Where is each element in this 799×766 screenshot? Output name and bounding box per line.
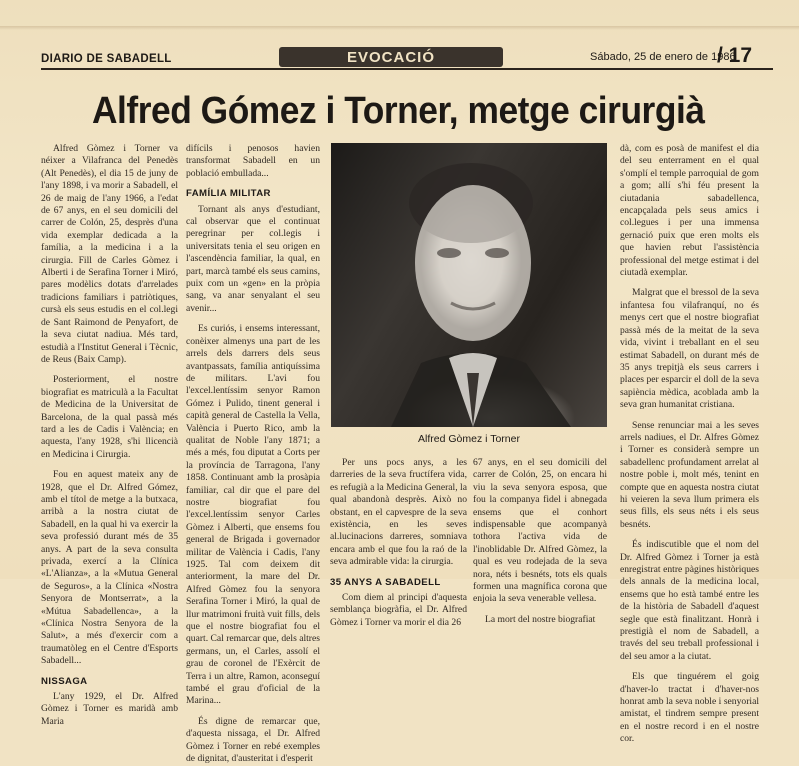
masthead-rule [41, 68, 773, 70]
paragraph: Tornant als anys d'estudiant, cal observar que el continuat peregrinar per col.legis i universitats tenia el seu origen en l'ascendència familiar, la qual, en part, marcà també els seus camins, puix com un «gen» en la pròpia sang, va anar senyalant el seu avenir... [186, 203, 320, 314]
article-headline: Alfred Gómez i Torner, metge cirurgià [92, 90, 705, 132]
section-banner [279, 47, 503, 67]
paragraph: Alfred Gòmez i Torner va néixer a Vilafranca del Penedès (Alt Penedès), el dia 15 de juny de l'any 1898, i va morir a Sabadell, el 26 de maig de l'any 1966, a l'edat de 67 anys, en el seu domicili del carrer de Colón, 25, desprès d'una vida exemplar dedicada a la família, a la medicina i a la cirurgia. Fill de Carles Gòmez i Alberti i de Serafina Torner i Miró, pares modèlics dotats d'arrelades tradicions familiars i patriòtiques, cursà els seus estudis en el col.legi de Sant Raimond de Penyafort, de la seva ciutat nadiua. Més tard, estudià a l'Institut General i Tècnic, de Reus (Baix Camp). [41, 143, 178, 365]
paragraph: La mort del nostre biografiat [485, 613, 596, 625]
paragraph: L'any 1929, el Dr. Alfred Gòmez i Torner es maridà amb Maria [41, 691, 178, 727]
paragraph: És indiscutible que el nom del Dr. Alfred Gòmez i Torner ja està enregistrat entre pàgines històriques dels annals de la medicina local, ensems que ho està també entre les de la història de Sabadell d'aquest segle que està finalitzant. Honrà i prestigià el nom de Sabadell, a través del seu treball professional i del seu amor a la ciutat. [620, 539, 759, 662]
portrait-figure [331, 143, 607, 427]
paragraph: És digne de remarcar que, d'aquesta nissaga, el Dr. Alfred Gòmez i Torner en rebé exemples de dignitat, d'austeritat i d'esperit [186, 715, 320, 765]
paragraph: dà, com es posà de manifest el dia del seu enterrament en el qual s'omplí el temple parroquial de gom a gom; allí s'hi féu present la ciutadania sabadellenca, encapçalada pels seus amics i col.legues i per una immensa gernació puix que eren molts els que havien rebut l'assistència professional del metge estimat i del ciutadà exemplar. [620, 143, 759, 279]
paragraph: Malgrat que el bressol de la seva infantesa fou vilafranquí, no és menys cert que el nostre biografiat passà més de la meitat de la seva vida, vivint i treballant en el seu estimat Sabadell, on durant més de 35 anys trepitjà els seus carrers i places per esparcir el doll de la seva sapiència mèdica, acoblada amb la seva gran humanitat cristiana. [620, 287, 759, 411]
article-column-2 [186, 143, 320, 765]
paragraph: difícils i penosos havien transformat Sabadell en un població embullada... [186, 143, 320, 179]
paragraph: Es curiós, i ensems interessant, conèixer almenys una part de les arrels dels darrers dels seus avantpassats, família antiquíssima de militars. L'avi fou l'excel.lentíssim senyor Ramon Gómez i Pulido, tinent general i capità general de Castella la Vella, València i Puerto Rico, amb la qualitat de Noble l'any 1871; a més a més, fou diputat a Corts per la província de Tarragona, l'any 1858. Continuant amb la prosàpia familiar, cal dir que el pare del nostre biografiat fou l'excel.lentíssim senyor Carles Gòmez i Alberti, que ensems fou general de Brigada i governador militar de València i Cadis, l'any 1925. Tal com deixem dit anteriorment, la mare del Dr. Alfred Gòmez fou la senyora Serafina Torner i Miró, la qual de llur matrimoni fruità vuit fills, dels que el nostre biografiat fou el quart. Cal remarcar que, dels altres germans, un, el Carles, assolí el grau de coronel de l'Exèrcit de Terra i un altre, Ramon, aconseguí també el grau d'oficial de la Marina... [186, 323, 320, 707]
subhead-35-anys: 35 ANYS A SABADELL [330, 576, 441, 588]
article-column-4 [473, 457, 607, 625]
paragraph: Posteriorment, el nostre biografiat es matriculà a la Facultat de Medicina de la Universitat de Barcelona, de la qual passà més tard a les de Cadis i València; en aquesta, l'any 1928, s'hi llicencià en Medicina i Cirurgia. [41, 374, 178, 460]
subhead-familia-militar: FAMÍLIA MILITAR [186, 188, 271, 200]
publication-date: Sábado, 25 de enero de 1986 [590, 51, 736, 63]
article-column-3 [330, 457, 467, 628]
paragraph: Fou en aquest mateix any de 1928, que el Dr. Alfred Gómez, amb el títol de metge a la butxaca, arribà a la nostra ciutat de Sabadell, en la qual hi va exercir la seva professió durant més de 35 anys. A part de la seva consulta privada, exercí a la Clínica «L'Alianza», a la «Mutua General de Seguros», a la Clínica «Nostra Senyora de Montserrat», a la «Mútua Sabadellenca», a la «Clínica Nostra Senyora de la Salut», a més d'exercir com a traumatòleg en el Centre d'Esports Sabadell... [41, 469, 178, 667]
photo-caption: Alfred Gòmez i Torner [418, 433, 520, 445]
section-name: EVOCACIÓ [346, 48, 435, 66]
paragraph: Sense renunciar mai a les seves arrels nadiues, el Dr. Alfres Gòmez i Torner es considerà sempre un sabadellenc profundament arrelat al nostre poble i, molt més, tenint en compte que en aquesta nostra ciutat hi veieren la seva llum primera els seus fills, els seus néts i els seus besnéts. [620, 419, 759, 530]
paragraph: Com diem al principi d'aquesta semblança biogràfia, el Dr. Alfred Gòmez i Torner va morir el dia 26 [330, 592, 467, 628]
paragraph: Per uns pocs anys, a les darreries de la seva fructífera vida, es refugià a la Medicina General, la qual abandonà desprès. Això no obstant, en el capvespre de la seva existència, en les seves al.lucinacions darreres, somniava encara amb el que fou la raó de la seva admirable vida: la cirurgia. [330, 457, 467, 568]
newspaper-name: DIARIO DE SABADELL [41, 53, 172, 65]
paragraph: Els que tinguérem el goig d'haver-lo tractat i d'haver-nos honrat amb la seva noble i senyorial amistat, el tindrem sempre present en el nostre record i en el nostre cor. [620, 671, 759, 745]
subhead-nissaga: NISSAGA [41, 675, 88, 687]
paragraph: 67 anys, en el seu domicili del carrer de Colón, 25, on encara hi viu la seva senyora esposa, que fou la companya fidel i abnegada ensems que el conhort indispensable que acompanyà tothora l'activa vida de l'inoblidable Dr. Alfred Gòmez, la qual es veu rodejada de la seva nora, néts i besnéts, tots els quals formen una magnífica corona que enjoia la seva venerable vellesa. [473, 457, 607, 605]
portrait-photo [331, 143, 607, 427]
page-number: / 17 [717, 44, 753, 67]
article-column-5 [620, 143, 759, 745]
paper-crease [0, 26, 799, 30]
article-column-1 [41, 143, 178, 727]
